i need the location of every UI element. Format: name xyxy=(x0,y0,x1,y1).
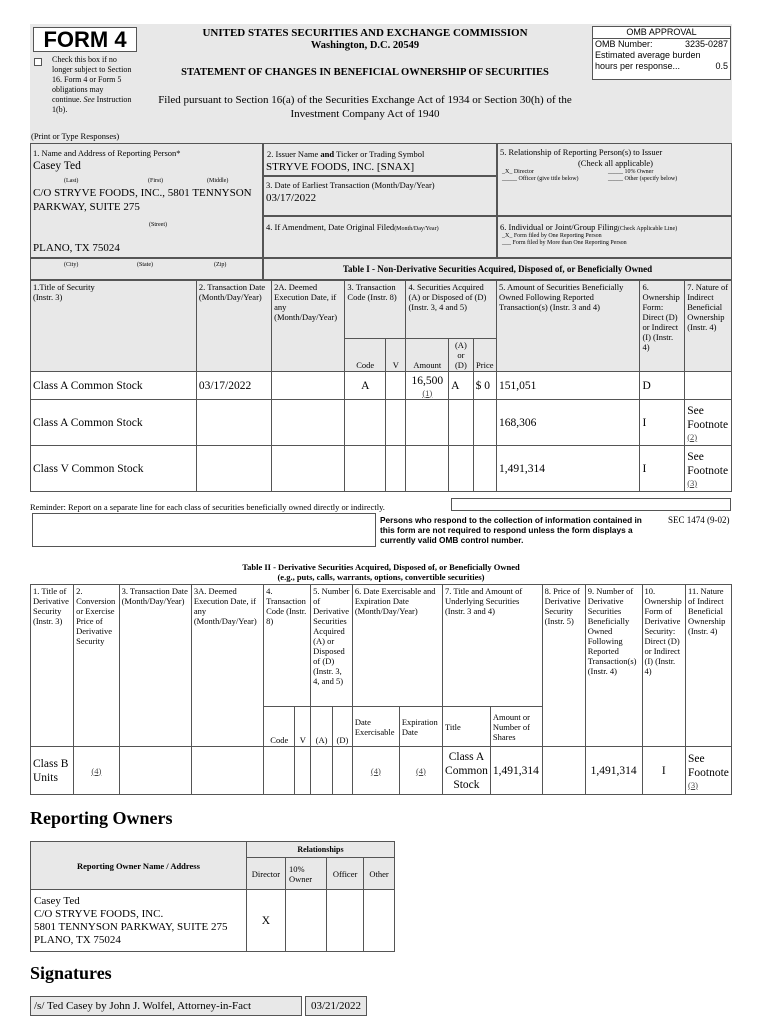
box1-csz: (City) (State) (Zip) xyxy=(30,258,263,280)
omb-approval-box xyxy=(592,26,731,80)
reporting-owners-heading: Reporting Owners xyxy=(30,808,173,828)
reporting-person-city: PLANO, TX 75024 xyxy=(33,242,120,254)
table-row: Class B Units (4) (4) (4) Class A Common Stock 1,491,314 1,491,314 I See Footnote (3) xyxy=(31,747,732,795)
reporting-person-name: Casey Ted xyxy=(33,160,81,172)
footnote-link[interactable]: (2) xyxy=(687,431,698,442)
earliest-transaction-date: 03/17/2022 xyxy=(266,192,317,204)
box5-relationship: 5. Relationship of Reporting Person(s) to Issuer (Check all applicable) _X_ Director _____ 10% Owner _____ Officer (give title below) _____ Other (specify below) xyxy=(497,143,732,216)
footnote-link[interactable]: (4) xyxy=(399,747,442,795)
t1-h5: 5. Amount of Securities Beneficially Owned Following Reported Transaction(s) (Instr. 3 and 4) xyxy=(496,281,639,372)
reporting-person-street: C/O STRYVE FOODS, INC., 5801 TENNYSON PARKWAY, SUITE 275 xyxy=(33,187,252,213)
reminder-blank-box xyxy=(451,498,731,511)
t1-h4: 4. Securities Acquired (A) or Disposed of (D) (Instr. 3, 4 and 5) xyxy=(406,281,497,339)
table1: 1.Title of Security (Instr. 3) 2. Transaction Date (Month/Day/Year) 2A. Deemed Execution Date, if any (Month/Day/Year) 3. Transaction Code (Instr. 8) 4. Securities Acquired (A) or Disposed of (D) (Instr. 3, 4 and 5) 5. Amount of Securities Beneficially Owned Following Reported Transaction(s) (Instr. 3 and 4) 6. Ownership Form: Direct (D) or Indirect (I) (Instr. 4) 7. Nature of Indirect Beneficial Ownership (Instr. 4) Code V Amount (A) or (D) Price Class A Common Stock 03/17/2022 A 16,500 (1) A $ 0 151,051 D Class A Common Stock 168,306 I See Footnote (2) Class V Common Stock 1,491,314 I See Footnote (3) xyxy=(30,280,732,492)
box1-reporting-person: 1. Name and Address of Reporting Person* Casey Ted (Last) (First) (Middle) C/O STRYVE FOODS, INC., 5801 TENNYSON PARKWAY, SUITE 275 (Street) PLANO, TX 75024 xyxy=(30,143,263,258)
table-row: Class A Common Stock 168,306 I See Footnote (2) xyxy=(31,400,732,446)
box3-earliest-transaction: 3. Date of Earliest Transaction (Month/Day/Year) 03/17/2022 xyxy=(263,176,497,216)
form-title: FORM 4 xyxy=(33,27,137,52)
persons-notice: Persons who respond to the collection of information contained in this form are not required to respond unless the form displays a currently valid OMB control number. xyxy=(380,515,642,545)
table-row: Casey Ted C/O STRYVE FOODS, INC. 5801 TENNYSON PARKWAY, SUITE 275 PLANO, TX 75024 X xyxy=(31,890,395,952)
table1-title: Table I - Non-Derivative Securities Acquired, Disposed of, or Beneficially Owned xyxy=(263,258,732,280)
t1-h2a: 2A. Deemed Execution Date, if any (Month/Day/Year) xyxy=(272,281,345,372)
signatures-heading: Signatures xyxy=(30,963,112,983)
reminder-text: Reminder: Report on a separate line for each class of securities beneficially owned directly or indirectly. xyxy=(30,502,385,512)
footnote-link[interactable]: (1) xyxy=(422,387,433,398)
print-type-note: (Print or Type Responses) xyxy=(31,131,120,141)
omb-burden: Estimated average burden xyxy=(595,50,701,60)
footnote-link[interactable]: (3) xyxy=(687,477,698,488)
table-row: Class A Common Stock 03/17/2022 A 16,500 (1) A $ 0 151,051 D xyxy=(31,372,732,400)
reporting-owners-table: Reporting Owner Name / Address Relationships Director 10% Owner Officer Other Casey Ted C/O STRYVE FOODS, INC. 5801 TENNYSON PARKWAY, SUITE 275 PLANO, TX 75024 X xyxy=(30,841,395,952)
box2-issuer: 2. Issuer Name and Ticker or Trading Symbol STRYVE FOODS, INC. [SNAX] xyxy=(263,143,497,176)
signature-date: 03/21/2022 xyxy=(305,996,367,1016)
checkbox-label: Check this box if no longer subject to Section 16. Form 4 or Form 5 obligations may continue. See Instruction 1(b). xyxy=(52,55,132,114)
t1-h1: 1.Title of Security (Instr. 3) xyxy=(31,281,197,372)
omb-hours: 0.5 xyxy=(715,61,728,71)
sec-number: SEC 1474 (9-02) xyxy=(668,515,730,525)
omb-title: OMB APPROVAL xyxy=(593,27,730,39)
footnote-link[interactable]: (4) xyxy=(74,747,119,795)
agency-city: Washington, D.C. 20549 xyxy=(310,40,420,51)
signature-field: /s/ Ted Casey by John J. Wolfel, Attorney-in-Fact xyxy=(30,996,302,1016)
notice-blank-box xyxy=(32,513,376,547)
t1-h2: 2. Transaction Date (Month/Day/Year) xyxy=(196,281,271,372)
table2-title: Table II - Derivative Securities Acquired, Disposed of, or Beneficially Owned (e.g., puts, calls, warrants, options, convertible securities) xyxy=(242,562,520,582)
footnote-link[interactable]: (3) xyxy=(688,779,698,790)
omb-number: 3235-0287 xyxy=(684,39,728,49)
box4-amendment: 4. If Amendment, Date Original Filed(Month/Day/Year) xyxy=(263,216,497,258)
omb-hours-label: hours per response... xyxy=(595,61,681,71)
agency-name: UNITED STATES SECURITIES AND EXCHANGE COMMISSION xyxy=(202,27,528,39)
t1-h7: 7. Nature of Indirect Beneficial Ownership (Instr. 4) xyxy=(685,281,732,372)
table-row: Class V Common Stock 1,491,314 I See Footnote (3) xyxy=(31,446,732,492)
no-longer-subject-checkbox[interactable] xyxy=(34,58,42,66)
table2: 1. Title of Derivative Security (Instr. 3) 2. Conversion or Exercise Price of Derivative Security 3. Transaction Date (Month/Day/Year) 3A. Deemed Execution Date, if any (Month/Day/Year) 4. Transaction Code (Instr. 8) 5. Number of Derivative Securities Acquired (A) or Disposed of (D) (Instr. 3, 4, and 5) 6. Date Exercisable and Expiration Date (Month/Day/Year) 7. Title and Amount of Underlying Securities (Instr. 3 and 4) 8. Price of Derivative Security (Instr. 5) 9. Number of Derivative Securities Beneficially Owned Following Reported Transaction(s) (Instr. 4) 10. Ownership Form of Derivative Security: Direct (D) or Indirect (I) (Instr. 4) 11. Nature of Indirect Beneficial Ownership (Instr. 4) Code V (A) (D) Date Exercisable Expiration Date Title Amount or Number of Shares Class B Units (4) (4) (4) Class A Common Stock 1,491,314 1,491,314 I See Footnote (3) xyxy=(30,584,732,795)
filed-pursuant: Filed pursuant to Section 16(a) of the Securities Exchange Act of 1934 or Section 30(h) of the Investment Company Act of 1940 xyxy=(158,94,572,120)
omb-number-label: OMB Number: xyxy=(595,39,653,49)
footnote-link[interactable]: (4) xyxy=(352,747,399,795)
t1-h6: 6. Ownership Form: Direct (D) or Indirect (I) (Instr. 4) xyxy=(640,281,685,372)
statement-title: STATEMENT OF CHANGES IN BENEFICIAL OWNERSHIP OF SECURITIES xyxy=(181,67,549,78)
box6-filing: 6. Individual or Joint/Group Filing(Check Applicable Line) _X_ Form filed by One Reporting Person ___ Form filed by More than One Reporting Person xyxy=(497,216,732,258)
t1-h3: 3. Transaction Code (Instr. 8) xyxy=(345,281,406,339)
issuer-name: STRYVE FOODS, INC. [SNAX] xyxy=(266,161,415,173)
